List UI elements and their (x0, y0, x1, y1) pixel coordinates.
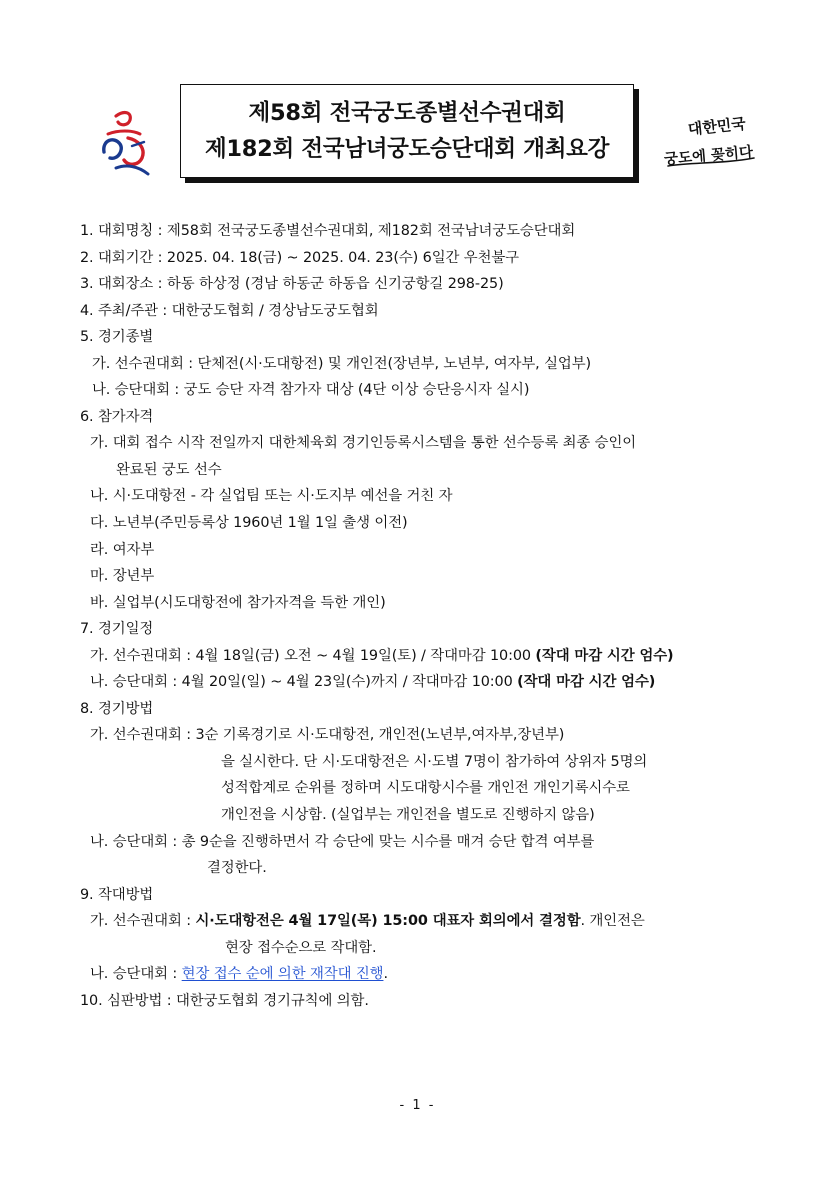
item-9-heading: 9. 작대방법 (80, 886, 154, 903)
item-7-b-text: 나. 승단대회 : 4월 20일(일) ~ 4월 23일(수)까지 / 작대마감 10:00 (90, 674, 513, 691)
item-9-a (80, 908, 770, 935)
item-9-b-label: 나. 승단대회 : (90, 966, 182, 983)
calligraphy-slogan-logo (662, 108, 760, 178)
item-3-event-venue: 3. 대회장소 : 하동 하상정 (경남 하동군 하동읍 신기궁항길 298-25) (80, 276, 504, 293)
item-5-b: 나. 승단대회 : 궁도 승단 자격 참가자 대상 (4단 이상 승단응시자 실시) (92, 382, 530, 399)
item-8-a-cont-3: 개인전을 시상함. (실업부는 개인전을 별도로 진행하지 않음) (221, 807, 595, 824)
item-9-a-emphasis: 시·도대항전은 4월 17일(목) 15:00 대표자 회의에서 결정함 (195, 913, 581, 930)
item-10-judging: 10. 심판방법 : 대한궁도협회 경기규칙에 의함. (80, 992, 369, 1009)
item-6-a: 가. 대회 접수 시작 전일까지 대한체육회 경기인등록시스템을 통한 선수등록 최종 승인이 (90, 435, 637, 452)
item-1-event-name: 1. 대회명칭 : 제58회 전국궁도종별선수권대회, 제182회 전국남녀궁도승단대회 (80, 223, 576, 239)
title-line-2: 제182회 전국남녀궁도승단대회 개최요강 (204, 136, 610, 162)
item-6-a-cont: 완료된 궁도 선수 (116, 461, 222, 478)
item-6-b: 나. 시·도대항전 - 각 실업팀 또는 시·도지부 예선을 거친 자 (90, 488, 453, 505)
item-6-e: 마. 장년부 (90, 568, 155, 585)
item-7-b-emphasis: (작대 마감 시간 엄수) (517, 674, 656, 691)
item-7-a-text: 가. 선수권대회 : 4월 18일(금) 오전 ~ 4월 19일(토) / 작대마감 10:00 (90, 647, 531, 664)
title-line-1: 제58회 전국궁도종별선수권대회 (248, 100, 566, 126)
item-8-a-cont-2: 성적합계로 순위를 정하며 시도대항시수를 개인전 개인기록시수로 (221, 780, 630, 797)
item-9-b-underlined-text: 현장 접수 순에 의한 재작대 진행 (181, 966, 384, 983)
item-6-heading: 6. 참가자격 (80, 408, 154, 425)
item-7-b (80, 669, 770, 696)
item-6-f: 바. 실업부(시도대항전에 참가자격을 득한 개인) (90, 594, 386, 611)
item-7-heading: 7. 경기일정 (80, 621, 154, 638)
item-9-b-period: . (383, 966, 388, 983)
item-8-a: 가. 선수권대회 : 3순 기록경기로 시·도대항전, 개인전(노년부,여자부,장년부) (90, 727, 565, 744)
item-7-a-emphasis: (작대 마감 시간 엄수) (535, 647, 674, 664)
item-9-a-tail: . 개인전은 (580, 913, 645, 930)
archery-logo-left (98, 104, 156, 182)
item-6-d: 라. 여자부 (90, 541, 155, 558)
item-9-b (80, 961, 770, 988)
item-8-heading: 8. 경기방법 (80, 700, 154, 717)
item-8-a-cont-1: 을 실시한다. 단 시·도대항전은 시·도별 7명이 참가하여 상위자 5명의 (221, 753, 648, 770)
page-number: - 1 - (399, 1098, 436, 1113)
item-9-a-label: 가. 선수권대회 : (90, 913, 196, 930)
item-9-a-cont: 현장 접수순으로 작대함. (225, 939, 377, 956)
item-5-a: 가. 선수권대회 : 단체전(시·도대항전) 및 개인전(장년부, 노년부, 여자부, 실업부) (92, 355, 592, 372)
item-8-b-cont: 결정한다. (207, 860, 267, 877)
item-6-c: 다. 노년부(주민등록상 1960년 1월 1일 출생 이전) (90, 515, 408, 532)
svg-text:궁도에 꽂히다: 궁도에 꽂히다 (663, 144, 754, 169)
item-8-b: 나. 승단대회 : 총 9순을 진행하면서 각 승단에 맞는 시수를 매겨 승단 합격 여부를 (90, 833, 595, 850)
svg-text:대한민국: 대한민국 (687, 114, 747, 139)
title-box (180, 84, 634, 178)
item-7-a (80, 643, 770, 670)
item-5-heading: 5. 경기종별 (80, 329, 154, 346)
document-body (80, 218, 770, 1014)
item-2-event-period: 2. 대회기간 : 2025. 04. 18(금) ~ 2025. 04. 23(수) 6일간 우천불구 (80, 249, 519, 266)
item-4-organizers: 4. 주최/주관 : 대한궁도협회 / 경상남도궁도협회 (80, 302, 379, 319)
